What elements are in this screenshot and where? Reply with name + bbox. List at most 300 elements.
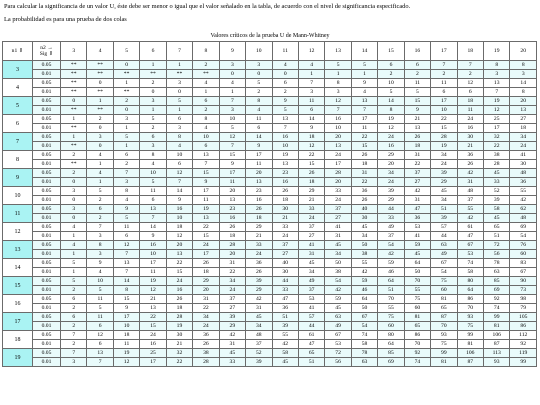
n2-column-header: 3 xyxy=(61,42,87,61)
n2-column-header: 10 xyxy=(246,42,272,61)
critical-value-cell: 6 xyxy=(457,88,483,97)
critical-value-cell: 5 xyxy=(246,79,272,88)
sig-level-cell: 0.01 xyxy=(33,268,61,277)
critical-value-cell: 39 xyxy=(484,196,510,205)
sig-level-cell: 0.01 xyxy=(33,340,61,349)
critical-value-cell: 76 xyxy=(510,241,537,250)
critical-value-cell: 34 xyxy=(298,268,324,277)
sig-level-cell: 0.01 xyxy=(33,214,61,223)
critical-value-cell: 11 xyxy=(87,295,113,304)
table-row xyxy=(3,169,537,178)
critical-value-cell: ** xyxy=(87,106,113,115)
table-row xyxy=(3,358,537,367)
critical-value-cell: 92 xyxy=(484,295,510,304)
critical-value-cell: 3 xyxy=(113,178,139,187)
critical-value-cell: 20 xyxy=(166,241,192,250)
critical-value-cell: 18 xyxy=(166,223,192,232)
critical-value-cell: 49 xyxy=(378,223,404,232)
table-row xyxy=(3,97,537,106)
critical-value-cell: 74 xyxy=(484,304,510,313)
critical-value-cell: 17 xyxy=(140,259,166,268)
critical-value-cell: 33 xyxy=(484,178,510,187)
critical-value-cell: 12 xyxy=(378,124,404,133)
critical-value-cell: 4 xyxy=(87,151,113,160)
critical-value-cell: 18 xyxy=(219,232,245,241)
critical-value-cell: 58 xyxy=(484,205,510,214)
critical-value-cell: 5 xyxy=(325,61,351,70)
critical-value-cell: 78 xyxy=(484,259,510,268)
critical-value-cell: 1 xyxy=(193,88,219,97)
critical-value-cell: 8 xyxy=(140,151,166,160)
critical-value-cell: 12 xyxy=(166,169,192,178)
critical-value-cell: 46 xyxy=(351,286,377,295)
critical-value-cell: 16 xyxy=(325,115,351,124)
critical-value-cell: 33 xyxy=(325,187,351,196)
critical-value-cell: 2 xyxy=(61,322,87,331)
critical-value-cell: 3 xyxy=(484,70,510,79)
critical-value-cell: 8 xyxy=(87,241,113,250)
critical-value-cell: 8 xyxy=(166,133,192,142)
sig-level-cell: 0.05 xyxy=(33,295,61,304)
critical-value-cell: 11 xyxy=(113,340,139,349)
sig-level-cell: 0.01 xyxy=(33,70,61,79)
critical-value-cell: 6 xyxy=(140,196,166,205)
critical-value-cell: 49 xyxy=(431,250,457,259)
critical-value-cell: 15 xyxy=(193,169,219,178)
critical-value-cell: 1 xyxy=(113,142,139,151)
critical-value-cell: 6 xyxy=(140,133,166,142)
critical-value-cell: 99 xyxy=(484,313,510,322)
critical-value-cell: 30 xyxy=(457,133,483,142)
critical-value-cell: 12 xyxy=(219,133,245,142)
critical-value-cell: 9 xyxy=(272,97,298,106)
critical-value-cell: 17 xyxy=(246,151,272,160)
critical-value-cell: 4 xyxy=(61,241,87,250)
critical-value-cell: 21 xyxy=(457,142,483,151)
critical-value-cell: 8 xyxy=(193,115,219,124)
critical-value-cell: 44 xyxy=(272,277,298,286)
intro-line-significance: Para calcular la significancia de un valor U, éste debe ser menor o igual que el valor señalado en la tabla, de acuerdo con el nivel de significancia especificado. xyxy=(4,3,411,10)
critical-value-cell: 106 xyxy=(484,331,510,340)
critical-value-cell: 4 xyxy=(298,61,324,70)
critical-value-cell: 7 xyxy=(61,349,87,358)
critical-value-cell: 20 xyxy=(193,286,219,295)
critical-value-cell: 9 xyxy=(87,259,113,268)
table-row xyxy=(3,349,537,358)
n2-column-header: 15 xyxy=(378,42,404,61)
critical-value-cell: 28 xyxy=(219,241,245,250)
sig-level-cell: 0.01 xyxy=(33,106,61,115)
critical-value-cell: 119 xyxy=(510,349,537,358)
critical-value-cell: 20 xyxy=(325,178,351,187)
critical-value-cell: 2 xyxy=(61,169,87,178)
critical-value-cell: 10 xyxy=(431,106,457,115)
critical-value-cell: 45 xyxy=(298,259,324,268)
critical-value-cell: 1 xyxy=(87,178,113,187)
critical-value-cell: 29 xyxy=(298,187,324,196)
critical-value-cell: 7 xyxy=(87,358,113,367)
critical-value-cell: 4 xyxy=(87,169,113,178)
n2-column-header: 7 xyxy=(166,42,192,61)
critical-value-cell: 11 xyxy=(246,160,272,169)
critical-value-cell: 92 xyxy=(510,340,537,349)
critical-value-cell: 52 xyxy=(484,187,510,196)
critical-value-cell: 55 xyxy=(457,205,483,214)
critical-value-cell: 5 xyxy=(219,124,245,133)
critical-value-cell: 1 xyxy=(61,232,87,241)
critical-value-cell: 1 xyxy=(140,106,166,115)
critical-value-cell: 38 xyxy=(351,250,377,259)
n1-cell: 19 xyxy=(3,349,33,367)
critical-value-cell: 3 xyxy=(510,70,537,79)
critical-value-cell: 6 xyxy=(87,205,113,214)
sig-level-cell: 0.01 xyxy=(33,304,61,313)
critical-value-cell: 48 xyxy=(457,187,483,196)
critical-value-cell: ** xyxy=(113,88,139,97)
critical-value-cell: 31 xyxy=(351,169,377,178)
critical-value-cell: ** xyxy=(61,70,87,79)
critical-value-cell: 93 xyxy=(457,313,483,322)
critical-value-cell: 18 xyxy=(404,142,430,151)
critical-value-cell: 1 xyxy=(113,124,139,133)
critical-value-cell: 42 xyxy=(457,214,483,223)
critical-value-cell: 15 xyxy=(404,97,430,106)
critical-value-cell: 58 xyxy=(457,268,483,277)
critical-value-cell: 0 xyxy=(272,70,298,79)
critical-value-cell: 13 xyxy=(272,115,298,124)
critical-value-cell: 24 xyxy=(457,115,483,124)
critical-value-cell: 26 xyxy=(404,133,430,142)
critical-value-cell: 14 xyxy=(378,97,404,106)
n2-column-header: 8 xyxy=(193,42,219,61)
critical-value-cell: 51 xyxy=(378,286,404,295)
critical-value-cell: 1 xyxy=(113,79,139,88)
critical-value-cell: 28 xyxy=(484,160,510,169)
critical-value-cell: 9 xyxy=(298,124,324,133)
critical-value-cell: 28 xyxy=(193,358,219,367)
critical-value-cell: 18 xyxy=(113,331,139,340)
critical-value-cell: 13 xyxy=(193,214,219,223)
critical-value-cell: 39 xyxy=(431,214,457,223)
critical-value-cell: 45 xyxy=(484,214,510,223)
critical-value-cell: 7 xyxy=(113,268,139,277)
critical-value-cell: 3 xyxy=(166,124,192,133)
critical-value-cell: 41 xyxy=(298,304,324,313)
critical-value-cell: 34 xyxy=(325,250,351,259)
critical-value-cell: 50 xyxy=(351,241,377,250)
critical-value-cell: ** xyxy=(166,70,192,79)
critical-value-cell: 20 xyxy=(219,250,245,259)
critical-value-cell: 21 xyxy=(298,196,324,205)
critical-value-cell: 45 xyxy=(325,241,351,250)
critical-value-cell: 8 xyxy=(246,97,272,106)
critical-value-cell: 25 xyxy=(484,115,510,124)
critical-value-cell: 42 xyxy=(246,295,272,304)
mann-whitney-critical-values-table xyxy=(2,41,537,367)
critical-value-cell: 19 xyxy=(166,322,192,331)
critical-value-cell: 93 xyxy=(484,358,510,367)
critical-value-cell: 10 xyxy=(166,151,192,160)
critical-value-cell: 2 xyxy=(61,340,87,349)
critical-value-cell: 28 xyxy=(166,313,192,322)
n1-cell: 4 xyxy=(3,79,33,97)
critical-value-cell: 11 xyxy=(246,115,272,124)
critical-value-cell: 1 xyxy=(87,160,113,169)
sig-level-cell: 0.01 xyxy=(33,178,61,187)
critical-value-cell: 1 xyxy=(61,250,87,259)
critical-value-cell: 86 xyxy=(457,295,483,304)
critical-value-cell: ** xyxy=(61,124,87,133)
n1-cell: 17 xyxy=(3,313,33,331)
critical-value-cell: 7 xyxy=(166,178,192,187)
critical-value-cell: 5 xyxy=(61,259,87,268)
critical-value-cell: 47 xyxy=(457,232,483,241)
critical-value-cell: 13 xyxy=(87,349,113,358)
critical-value-cell: 81 xyxy=(484,322,510,331)
critical-value-cell: 20 xyxy=(510,97,537,106)
header-row xyxy=(3,42,537,61)
critical-value-cell: 21 xyxy=(404,115,430,124)
critical-value-cell: 99 xyxy=(457,331,483,340)
critical-value-cell: 45 xyxy=(404,250,430,259)
critical-value-cell: 2 xyxy=(61,151,87,160)
critical-value-cell: 65 xyxy=(431,304,457,313)
critical-value-cell: 4 xyxy=(193,124,219,133)
critical-value-cell: 29 xyxy=(246,286,272,295)
critical-value-cell: 11 xyxy=(298,97,324,106)
critical-value-cell: 26 xyxy=(193,340,219,349)
critical-value-cell: 7 xyxy=(298,79,324,88)
critical-value-cell: 25 xyxy=(140,349,166,358)
critical-value-cell: 60 xyxy=(510,250,537,259)
critical-value-cell: 16 xyxy=(378,142,404,151)
critical-value-cell: 37 xyxy=(298,223,324,232)
critical-value-cell: 79 xyxy=(510,304,537,313)
critical-value-cell: 87 xyxy=(484,340,510,349)
critical-value-cell: 21 xyxy=(272,214,298,223)
critical-value-cell: ** xyxy=(61,79,87,88)
critical-value-cell: 4 xyxy=(246,106,272,115)
critical-value-cell: 13 xyxy=(166,250,192,259)
critical-value-cell: 83 xyxy=(510,259,537,268)
critical-value-cell: 42 xyxy=(404,187,430,196)
critical-value-cell: 7 xyxy=(113,169,139,178)
critical-value-cell: 30 xyxy=(510,160,537,169)
table-row xyxy=(3,160,537,169)
table-row xyxy=(3,286,537,295)
critical-value-cell: 60 xyxy=(378,322,404,331)
critical-value-cell: 24 xyxy=(325,196,351,205)
critical-value-cell: 2 xyxy=(87,196,113,205)
critical-value-cell: 42 xyxy=(351,268,377,277)
critical-value-cell: 53 xyxy=(457,250,483,259)
critical-value-cell: 19 xyxy=(431,142,457,151)
critical-value-cell: 34 xyxy=(351,232,377,241)
sig-level-cell: 0.05 xyxy=(33,349,61,358)
sig-level-cell: 0.01 xyxy=(33,88,61,97)
critical-value-cell: 4 xyxy=(140,160,166,169)
critical-value-cell: 3 xyxy=(61,205,87,214)
critical-value-cell: 2 xyxy=(431,70,457,79)
table-row xyxy=(3,340,537,349)
critical-value-cell: 26 xyxy=(246,205,272,214)
table-row xyxy=(3,151,537,160)
critical-value-cell: 41 xyxy=(298,241,324,250)
critical-value-cell: 37 xyxy=(298,286,324,295)
critical-value-cell: 18 xyxy=(298,133,324,142)
critical-value-cell: 24 xyxy=(272,232,298,241)
critical-value-cell: 61 xyxy=(457,223,483,232)
critical-value-cell: 85 xyxy=(484,277,510,286)
critical-value-cell: 32 xyxy=(484,133,510,142)
n2-column-header: 16 xyxy=(404,42,430,61)
critical-value-cell: 16 xyxy=(272,178,298,187)
critical-value-cell: 40 xyxy=(272,259,298,268)
critical-value-cell: 34 xyxy=(431,196,457,205)
critical-value-cell: 72 xyxy=(484,241,510,250)
table-row xyxy=(3,322,537,331)
critical-value-cell: 1 xyxy=(166,106,192,115)
sig-level-cell: 0.05 xyxy=(33,331,61,340)
critical-value-cell: 42 xyxy=(457,169,483,178)
sig-level-cell: 0.05 xyxy=(33,241,61,250)
critical-value-cell: 14 xyxy=(510,79,537,88)
critical-value-cell: 2 xyxy=(61,286,87,295)
critical-value-cell: 12 xyxy=(457,79,483,88)
critical-value-cell: 16 xyxy=(140,241,166,250)
critical-value-cell: 87 xyxy=(457,358,483,367)
critical-value-cell: 1 xyxy=(298,70,324,79)
critical-value-cell: 22 xyxy=(166,358,192,367)
critical-value-cell: 26 xyxy=(272,187,298,196)
critical-value-cell: 11 xyxy=(219,178,245,187)
n2-column-header: 13 xyxy=(325,42,351,61)
critical-value-cell: 29 xyxy=(246,223,272,232)
critical-value-cell: 3 xyxy=(140,142,166,151)
critical-value-cell: 13 xyxy=(140,304,166,313)
critical-value-cell: 54 xyxy=(431,268,457,277)
critical-value-cell: 8 xyxy=(325,79,351,88)
critical-value-cell: ** xyxy=(140,70,166,79)
sig-level-cell: 0.05 xyxy=(33,223,61,232)
n2-column-header: 5 xyxy=(113,42,139,61)
critical-value-cell: 14 xyxy=(298,115,324,124)
n1-cell: 9 xyxy=(3,169,33,187)
critical-value-cell: 10 xyxy=(113,322,139,331)
critical-value-cell: 15 xyxy=(193,232,219,241)
critical-value-cell: 24 xyxy=(140,331,166,340)
critical-value-cell: 74 xyxy=(351,331,377,340)
critical-value-cell: 24 xyxy=(325,151,351,160)
critical-value-cell: 8 xyxy=(510,61,537,70)
critical-value-cell: 59 xyxy=(351,277,377,286)
intro-line-two-tailed: La probabilidad es para una prueba de dos colas xyxy=(4,16,127,23)
critical-value-cell: 44 xyxy=(298,322,324,331)
critical-value-cell: 19 xyxy=(378,115,404,124)
critical-value-cell: 93 xyxy=(431,331,457,340)
critical-value-cell: 53 xyxy=(404,223,430,232)
critical-value-cell: 1 xyxy=(140,61,166,70)
critical-value-cell: 7 xyxy=(219,97,245,106)
critical-value-cell: 16 xyxy=(166,205,192,214)
critical-value-cell: 8 xyxy=(113,187,139,196)
critical-value-cell: 27 xyxy=(298,232,324,241)
critical-value-cell: 32 xyxy=(166,349,192,358)
critical-value-cell: 27 xyxy=(325,214,351,223)
critical-value-cell: 56 xyxy=(325,358,351,367)
critical-value-cell: 7 xyxy=(351,106,377,115)
sig-level-cell: 0.01 xyxy=(33,124,61,133)
critical-value-cell: 15 xyxy=(140,322,166,331)
critical-value-cell: 0 xyxy=(61,178,87,187)
critical-value-cell: 45 xyxy=(325,304,351,313)
critical-value-cell: 17 xyxy=(140,358,166,367)
table-row xyxy=(3,268,537,277)
critical-value-cell: 54 xyxy=(378,241,404,250)
critical-value-cell: 29 xyxy=(378,151,404,160)
critical-value-cell: 11 xyxy=(193,196,219,205)
critical-value-cell: 23 xyxy=(219,205,245,214)
n1-cell: 3 xyxy=(3,61,33,79)
critical-value-cell: 67 xyxy=(431,259,457,268)
critical-value-cell: 53 xyxy=(298,295,324,304)
critical-value-cell: 4 xyxy=(166,142,192,151)
critical-value-cell: 3 xyxy=(87,133,113,142)
critical-value-cell: 48 xyxy=(510,169,537,178)
critical-value-cell: 5 xyxy=(61,277,87,286)
sig-header: Sig ⇓ xyxy=(39,51,54,57)
table-row xyxy=(3,115,537,124)
critical-value-cell: 2 xyxy=(378,70,404,79)
critical-value-cell: 31 xyxy=(246,304,272,313)
critical-value-cell: 55 xyxy=(272,331,298,340)
sig-level-cell: 0.01 xyxy=(33,322,61,331)
critical-value-cell: 18 xyxy=(298,178,324,187)
critical-value-cell: 15 xyxy=(219,151,245,160)
critical-value-cell: 5 xyxy=(87,286,113,295)
critical-value-cell: 63 xyxy=(325,313,351,322)
critical-value-cell: 17 xyxy=(219,169,245,178)
critical-value-cell: 22 xyxy=(219,268,245,277)
critical-value-cell: 19 xyxy=(272,151,298,160)
critical-value-cell: 38 xyxy=(193,349,219,358)
critical-value-cell: 52 xyxy=(246,349,272,358)
critical-value-cell: 16 xyxy=(166,286,192,295)
critical-value-cell: 64 xyxy=(351,295,377,304)
critical-value-cell: 14 xyxy=(166,187,192,196)
critical-value-cell: ** xyxy=(61,61,87,70)
critical-value-cell: 12 xyxy=(140,286,166,295)
table-row xyxy=(3,124,537,133)
critical-value-cell: 5 xyxy=(351,61,377,70)
critical-value-cell: 17 xyxy=(484,124,510,133)
critical-value-cell: 7 xyxy=(457,61,483,70)
critical-value-cell: 12 xyxy=(113,241,139,250)
critical-value-cell: 45 xyxy=(351,223,377,232)
critical-value-cell: 2 xyxy=(246,88,272,97)
critical-value-cell: 39 xyxy=(378,187,404,196)
critical-value-cell: 3 xyxy=(298,88,324,97)
critical-value-cell: 3 xyxy=(87,232,113,241)
critical-value-cell: 1 xyxy=(166,61,192,70)
critical-value-cell: 37 xyxy=(246,340,272,349)
critical-value-cell: 13 xyxy=(219,196,245,205)
critical-value-cell: 36 xyxy=(510,178,537,187)
critical-value-cell: 2 xyxy=(87,115,113,124)
n2-column-header: 4 xyxy=(87,42,113,61)
critical-value-cell: 24 xyxy=(219,286,245,295)
critical-value-cell: 31 xyxy=(193,295,219,304)
